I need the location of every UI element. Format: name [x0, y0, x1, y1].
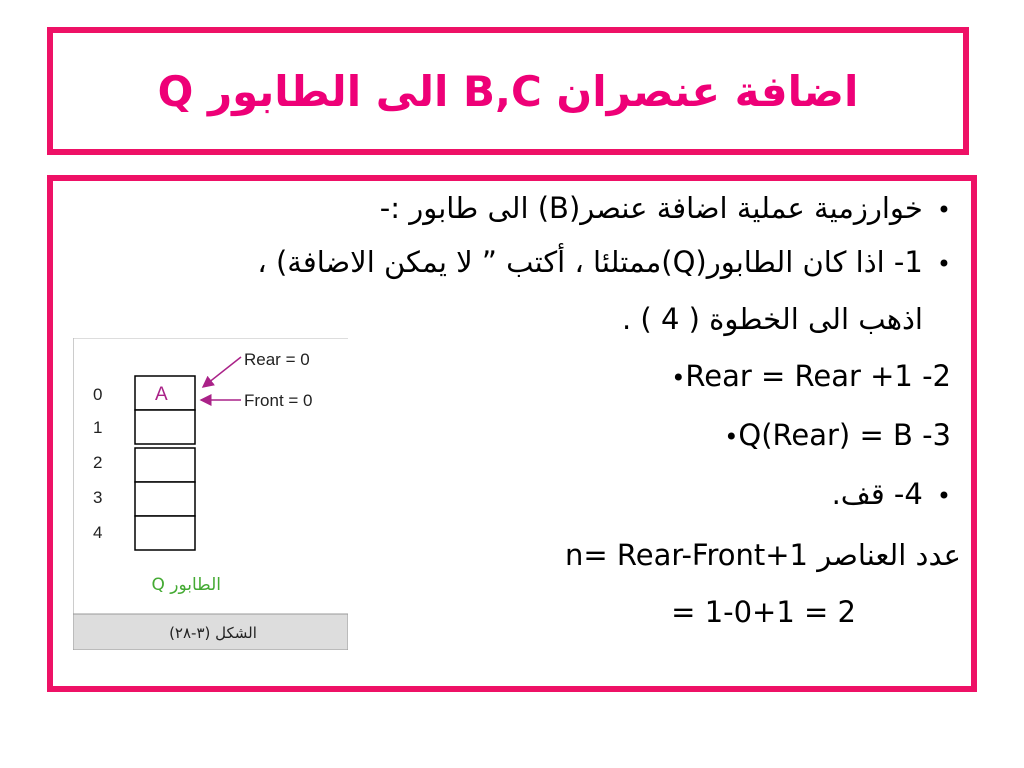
bullet-line-4 [710, 418, 951, 452]
queue-diagram [73, 338, 348, 650]
line-text: خوارزمية عملية اضافة عنصر(B) الى طابور :- [379, 191, 923, 225]
line-text: 4- قف. [831, 477, 923, 511]
queue-cell-3 [135, 482, 195, 516]
bullet-line-2 [257, 245, 951, 279]
slide-title: اضافة عنصران B,C الى الطابور Q [157, 66, 859, 116]
bullet-marker: • [936, 482, 951, 510]
index-label-4: 4 [93, 523, 103, 542]
bullet-marker: • [671, 364, 686, 392]
bullet-line-3 [657, 359, 951, 393]
bullet-marker: • [724, 423, 739, 451]
bullet-marker: • [936, 250, 951, 278]
bullet-line-1 [380, 191, 951, 225]
line-text: Q(Rear) = B -3 [738, 418, 951, 452]
line-text: = 1-0+1 = 2 [671, 595, 856, 629]
front-label: Front = 0 [244, 391, 313, 410]
queue-label: الطابور Q [151, 575, 221, 595]
queue-cell-2 [135, 448, 195, 482]
queue-figure [73, 338, 348, 650]
title-box [47, 27, 969, 155]
bullet-line-5 [832, 477, 951, 511]
count-formula-line [565, 538, 961, 572]
line-text: 1- اذا كان الطابور(Q)ممتلئا ، أكتب ” لا يمكن الاضافة) ، [257, 245, 923, 279]
count-result-line [671, 595, 856, 629]
bullet-marker: • [936, 196, 951, 224]
line-text: عدد العناصر n= Rear-Front+1 [565, 538, 961, 572]
continuation-line [622, 302, 923, 336]
rear-pointer-arrow [203, 357, 241, 387]
rear-label: Rear = 0 [244, 350, 310, 369]
index-label-3: 3 [93, 488, 103, 507]
cell-value-0: A [155, 384, 168, 405]
line-text: اذهب الى الخطوة ( 4 ) . [622, 302, 923, 336]
figure-caption: الشكل (٣-٢٨) [169, 624, 257, 642]
queue-cell-1 [135, 410, 195, 444]
index-labels [93, 385, 102, 542]
index-label-2: 2 [93, 453, 103, 472]
line-text: Rear = Rear +1 -2 [685, 359, 951, 393]
queue-cell-4 [135, 516, 195, 550]
index-label-0: 0 [93, 385, 103, 404]
index-label-1: 1 [93, 418, 103, 437]
